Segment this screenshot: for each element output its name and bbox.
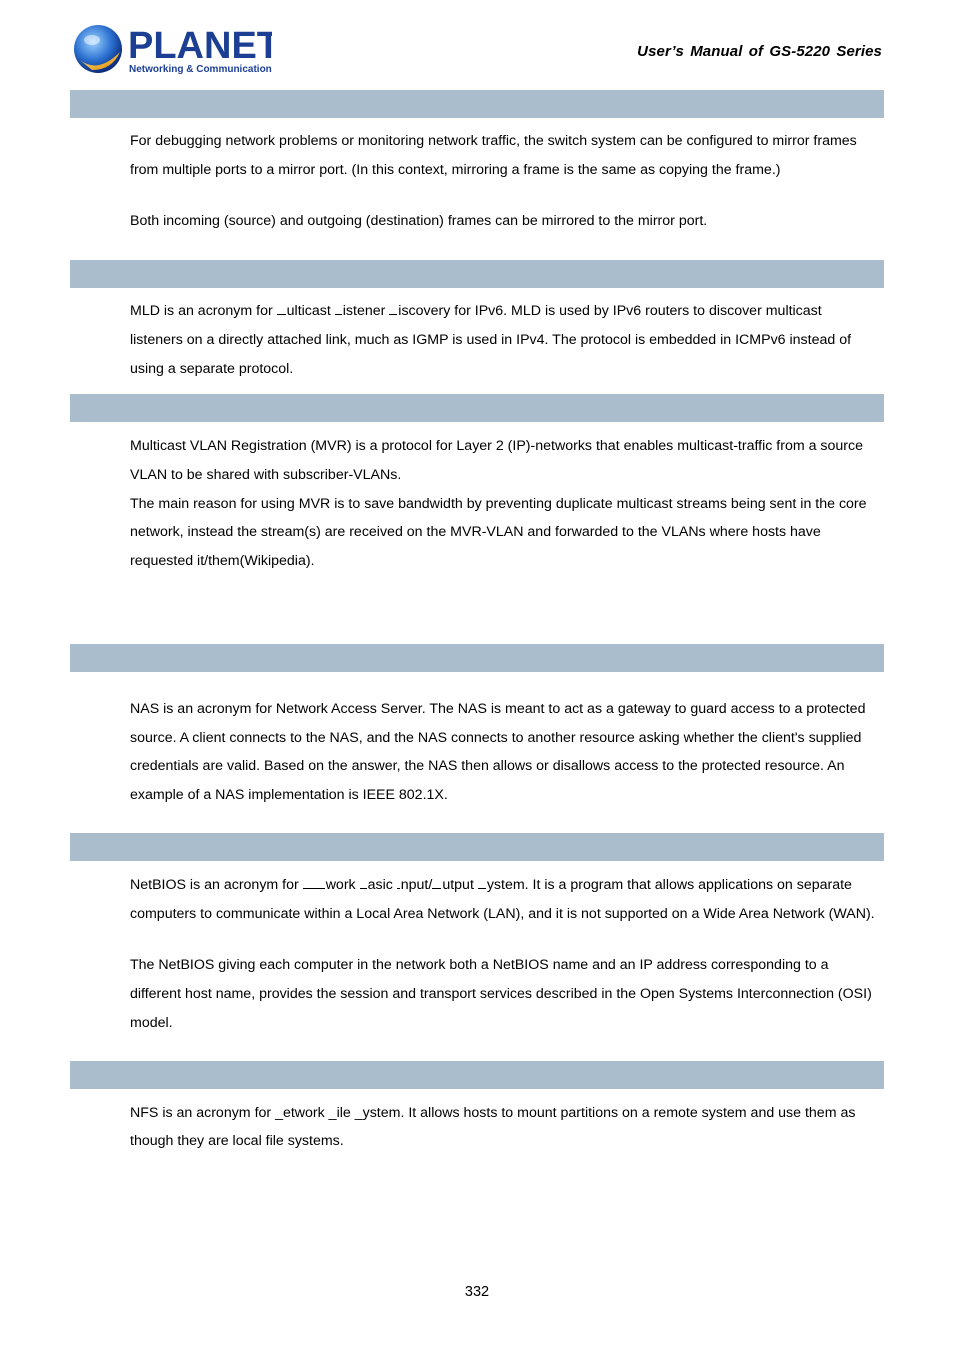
nas-line-1: NAS is an acronym for Network Access Server. The NAS is meant to act as a gateway to guard access to a protected <box>130 701 866 717</box>
mld-line-3: using a separate protocol. <box>130 361 294 377</box>
nfs-line-2: though they are local file systems. <box>130 1133 344 1149</box>
mvr-line-4: network, instead the stream(s) are received on the MVR-VLAN and forwarded to the VLANs where hosts have <box>130 524 821 540</box>
logo-wordmark: PLANET <box>128 25 272 67</box>
section-bar-mld <box>70 260 884 288</box>
manual-title: User’s Manual of GS-5220 Series <box>637 43 882 60</box>
mld-line-2: listeners on a directly attached link, much as IGMP is used in IPv4. The protocol is embedded in ICMPv6 instead of <box>130 332 852 348</box>
nas-line-3: credentials are valid. Based on the answer, the NAS then allows or disallows access to the protected resource. An <box>130 758 845 774</box>
netbios-line-1: NetBIOS is an acronym for work asic nput/ utput ystem. It is a program that allows applications on separate <box>130 871 890 900</box>
mvr-line-2: VLAN to be shared with subscriber-VLANs. <box>130 467 402 483</box>
mirroring-line-2: from multiple ports to a mirror port. (In this context, mirroring a frame is the same as copying the frame.) <box>130 162 781 178</box>
section-bar-mirroring <box>70 90 884 118</box>
mvr-line-1: Multicast VLAN Registration (MVR) is a protocol for Layer 2 (IP)-networks that enables multicast-traffic from a source <box>130 438 864 454</box>
nas-line-4: example of a NAS implementation is IEEE 802.1X. <box>130 787 448 803</box>
nas-line-2: source. A client connects to the NAS, and the NAS connects to another resource asking whether the client's supplied <box>130 730 862 746</box>
section-bar-netbios <box>70 833 884 861</box>
nfs-line-1: NFS is an acronym for _etwork _ile _ystem. It allows hosts to mount partitions on a remote system and use them as <box>130 1105 856 1121</box>
mvr-line-3: The main reason for using MVR is to save bandwidth by preventing duplicate multicast streams being sent in the core <box>130 496 867 512</box>
section-bar-nfs <box>70 1061 884 1089</box>
mirroring-line-3: Both incoming (source) and outgoing (destination) frames can be mirrored to the mirror port. <box>130 213 708 229</box>
mvr-line-5: requested it/them(Wikipedia). <box>130 553 315 569</box>
logo-tagline: Networking & Communication <box>129 64 272 75</box>
section-bar-mvr <box>70 394 884 422</box>
netbios-line-2: computers to communicate within a Local Area Network (LAN), and it is not supported on a Wide Area Network (WAN). <box>130 906 875 922</box>
netbios-line-3: The NetBIOS giving each computer in the network both a NetBIOS name and an IP address corresponding to a <box>130 957 829 973</box>
netbios-line-5: model. <box>130 1015 173 1031</box>
planet-logo <box>72 22 272 78</box>
mirroring-line-1: For debugging network problems or monitoring network traffic, the switch system can be configured to mirror frames <box>130 133 857 149</box>
page-number: 332 <box>464 1284 490 1300</box>
section-bar-nas <box>70 644 884 672</box>
netbios-line-4: different host name, provides the session and transport services described in the Open Systems Interconnection (OSI) <box>130 986 872 1002</box>
mld-line-1: MLD is an acronym for ulticast istener iscovery for IPv6. MLD is used by IPv6 routers to discover multicast <box>130 297 890 326</box>
